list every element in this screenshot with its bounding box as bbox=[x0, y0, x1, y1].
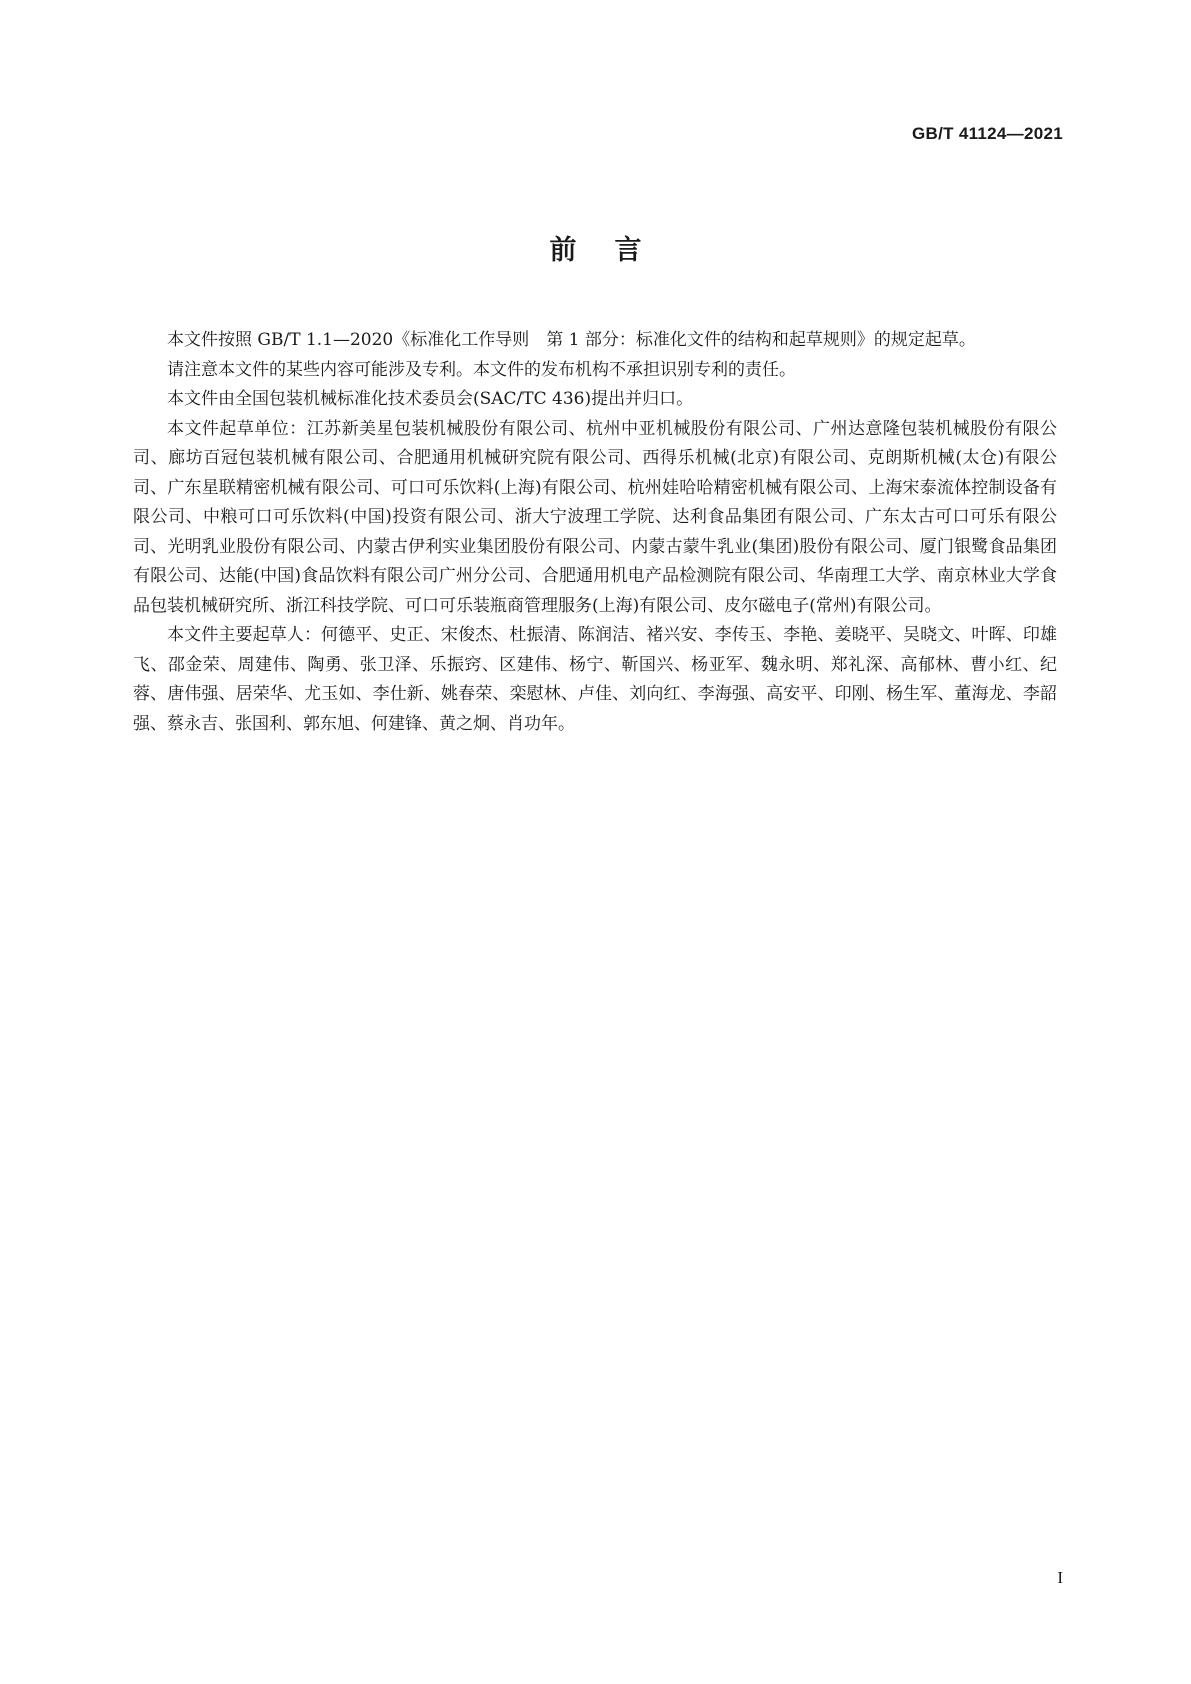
paragraph-patent-notice: 请注意本文件的某些内容可能涉及专利。本文件的发布机构不承担识别专利的责任。 bbox=[167, 359, 796, 380]
page-number: I bbox=[1057, 1568, 1063, 1587]
paragraph-proposer: 本文件由全国包装机械标准化技术委员会(SAC/TC 436)提出并归口。 bbox=[167, 389, 694, 409]
paragraph-drafting-units: 本文件起草单位：江苏新美星包装机械股份有限公司、杭州中亚机械股份有限公司、广州达意隆包装机械股份有限公司、廊坊百冠包装机械有限公司、合肥通用机械研究院有限公司、西得乐机械(北京)有限公司、克朗斯机械(太仓)有限公司、广东星联精密机械有限公司、可口可乐饮料(上海)有限公司、杭州娃哈哈精密机械有限公司、上海宋泰流体控制设备有限公司、中粮可口可乐饮料(中国)投资有限公司、浙大宁波理工学院、达利食品集团有限公司、广东太古可口可乐有限公司、光明乳业股份有限公司、内蒙古伊利实业集团股份有限公司、内蒙古蒙牛乳业(集团)股份有限公司、厦门银鹭食品集团有限公司、达能(中国)食品饮料有限公司广州分公司、合肥通用机电产品检测院有限公司、华南理工大学、南京林业大学食品包装机械研究所、浙江科技学院、可口可乐装瓶商管理服务(上海)有限公司、皮尔磁电子(常州)有限公司。 bbox=[133, 418, 1057, 616]
foreword-body bbox=[133, 326, 1057, 739]
page-title: 前言 bbox=[549, 235, 680, 266]
standard-code: GB/T 41124—2021 bbox=[912, 124, 1063, 143]
paragraph-drafting-rules: 本文件按照 GB/T 1.1—2020《标准化工作导则 第 1 部分：标准化文件的结构和起草规则》的规定起草。 bbox=[167, 330, 976, 350]
paragraph-drafters: 本文件主要起草人：何德平、史正、宋俊杰、杜振清、陈润洁、褚兴安、李传玉、李艳、姜晓平、吴晓文、叶晖、印雄飞、邵金荣、周建伟、陶勇、张卫泽、乐振窍、区建伟、杨宁、靳国兴、杨亚军、魏永明、郑礼深、高郁林、曹小红、纪蓉、唐伟强、居荣华、尤玉如、李仕新、姚春荣、栾慰林、卢佳、刘向红、李海强、高安平、印刚、杨生军、董海龙、李韶强、蔡永吉、张国利、郭东旭、何建锋、黄之炯、肖功年。 bbox=[133, 625, 1057, 734]
